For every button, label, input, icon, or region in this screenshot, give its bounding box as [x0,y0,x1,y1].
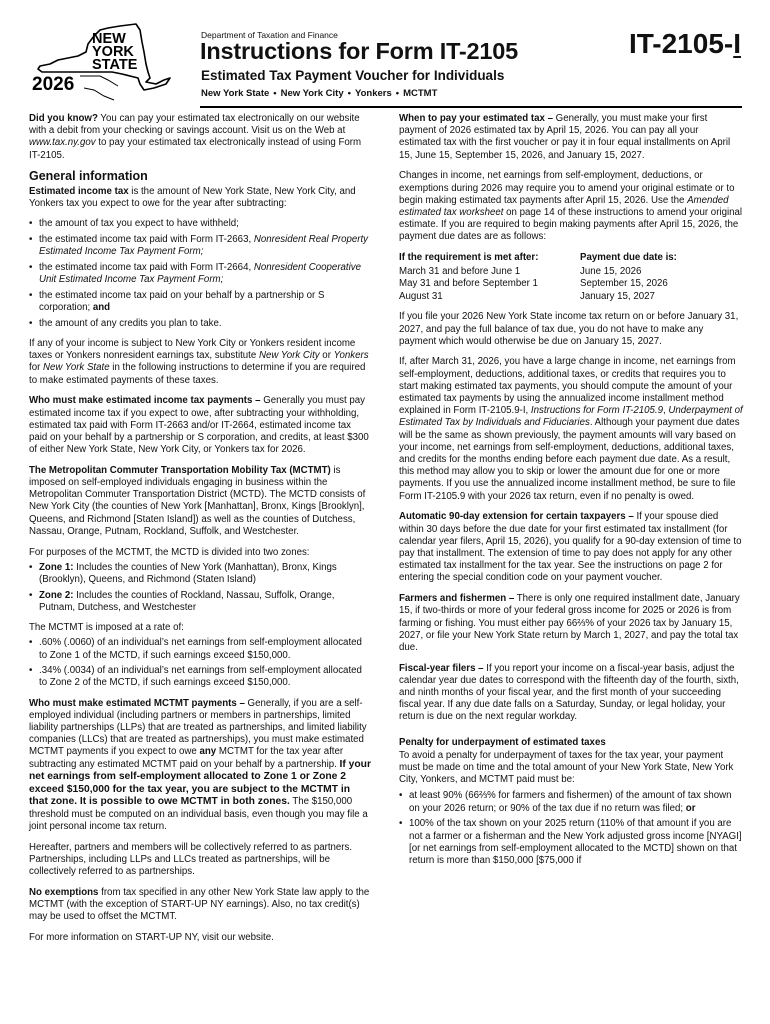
list-item: • at least 90% (66⅔% for farmers and fishermen) of the amount of tax shown on your 2026 return; or 90% of the tax due if no return was filed; or [399,790,743,814]
nys-logo [28,22,188,102]
partners-definition: Hereafter, partners and members will be collectively referred to as partners. Partnerships, including LLPs and LLCs treated as partnerships, will be collectively referred to as partnerships. [29,841,353,878]
list-item: • Zone 1: Includes the counties of New York (Manhattan), Bronx, Kings (Brooklyn), Queens, and Richmond (Staten Island) [29,562,371,586]
mctmt-intro: The Metropolitan Commuter Transportation Mobility Tax (MCTMT) is imposed on self-employed individuals engaging in business within the Metropolitan Commuter Transportation District (MCTD). The MCTD consists of New York City (the counties of New York [Manhattan], Bronx, Kings [Brooklyn], Queens, and Richmond [Staten Island]) as well as the counties of Dutchess, Nassau, Orange, Putnam, Rockland, Suffolk, and Westchester. [29,464,366,537]
rates-list [29,637,371,689]
payment-due-date-table [399,252,677,303]
jurisdiction-nys: New York State [201,88,270,99]
who-must-pay-section: Who must make estimated income tax payments – Generally you must pay estimated income tax if you expect to owe, after subtracting your withholding, estimated tax paid with Form IT-2663 and/or IT-2664, estimated income tax paid on your behalf by a partnership or S corporation, and credits, at least $300 of either New York State, New York City, or Yonkers tax for 2026. [29,395,369,456]
resident-substitution-note: If any of your income is subject to New York City or Yonkers resident income taxes or Yonkers nonresident earnings tax, substitute New York City or Yonkers for New York State in the following instructions to determine if you are required to make estimated payments of these taxes. [29,338,369,386]
table-row: August 31 January 15, 2027 [399,290,655,302]
penalty-heading: Penalty for underpayment of estimated taxes [399,736,606,748]
department-name: Department of Taxation and Finance [201,30,338,40]
table-row: May 31 and before September 1 September 15, 2026 [399,278,668,290]
list-item: • the amount of tax you expect to have withheld; [29,218,371,230]
column-header: If the requirement is met after: [399,252,539,264]
page-subtitle: Estimated Tax Payment Voucher for Individuals [201,68,505,83]
estimated-income-tax-definition: Estimated income tax is the amount of New York State, New York City, and Yonkers tax you expect to owe for the year after subtracting: [29,185,356,209]
bullet-separator: • [347,88,351,99]
fiscal-year-filers-section: Fiscal-year filers – If you report your income on a fiscal-year basis, adjust the calendar year due dates to correspond with the fifteenth day of the fourth, sixth, and ninth months of your fiscal year, and the first month of your succeeding fiscal year. If any due date falls on a Saturday, Sunday, or legal holiday, your return is due on the next regular workday. [399,662,739,723]
startup-ny-note: For more information on START-UP NY, visit our website. [29,932,274,944]
website-link[interactable]: www.tax.ny.gov [29,137,96,149]
automatic-extension-section: Automatic 90-day extension for certain taxpayers – If your spouse died within 30 days before the due date for your first estimated tax installment (for calendar year filers, April 15, 2026), you qualify for a 90-day extension of time to pay that installment. The extension of time to pay does not apply for any other estimated tax installment for the tax year. See the instructions on page 2 for entering the special condition code on your payment voucher. [399,511,742,584]
bullet-separator: • [395,88,400,99]
list-item: • the amount of any credits you plan to take. [29,318,371,330]
form-number-suffix: I [733,28,741,59]
when-to-pay-section: When to pay your estimated tax – Generally, you must make your first payment of 2026 estimated tax by April 15, 2026. You can pay all your estimated tax with the first voucher or pay it in four equal installments on April 15, June 15, September 15, 2026, and January 15, 2027. [399,113,731,161]
penalty-intro: To avoid a penalty for underpayment of taxes for the tax year, your payment must be made on time and the total amount of your New York State, New York City, Yonkers, and MCTMT paid must be: [399,749,734,786]
bullet-separator: • [273,88,277,99]
did-you-know: Did you know? You can pay your estimated tax electronically on our website with a debit from your checking or savings account. Visit us on the Web at www.tax.ny.gov to pay your estimated tax electronically instead of using Form IT-2105. [29,113,362,161]
changes-in-income-note: Changes in income, net earnings from self-employment, deductions, or exemptions during 2026 may require you to amend your original estimate or to begin making estimated tax payments after April 15, 2026. Use the Amended estimated tax worksheet on page 14 of these instructions to amend your original estimate. If you are required to begin making payments after April 15, 2026, the payment due dates are as follows: [399,170,743,243]
jurisdiction-list [201,88,437,99]
list-item: • 100% of the tax shown on your 2025 return (110% of that amount if you are not a farmer or a fisherman and the New York adjusted gross income [NYAGI] [or net earnings from self-employment allocated to the MCTD] shown on that return is more than $150,000 [$75,000 if [399,818,743,867]
subtractions-list [29,218,371,330]
list-item: • Zone 2: Includes the counties of Rockland, Nassau, Suffolk, Orange, Putnam, Dutchess, and Westchester [29,590,371,614]
zones-intro: For purposes of the MCTMT, the MCTD is divided into two zones: [29,546,310,558]
no-exemptions-note: No exemptions from tax specified in any other New York State law apply to the MCTMT (with the exception of START-UP NY earnings). Also, no tax credit(s) may be used to offset the MCTMT. [29,887,370,923]
list-item: • the estimated income tax paid with Form IT-2664, Nonresident Cooperative Unit Estimated Income Tax Payment Form; [29,262,371,286]
page-title: Instructions for Form IT-2105 [200,38,519,64]
zones-list [29,562,371,614]
form-number: IT-2105-I [628,28,741,59]
penalty-conditions-list [399,790,743,867]
table-row: March 31 and before June 1 June 15, 2026 [399,266,642,278]
annualized-method-note: If, after March 31, 2026, you have a large change in income, net earnings from self-employment, deductions, additional taxes, or credits that requires you to start making estimated tax payments, you should compute the amount of your estimated tax payments by using the annualized income installment method explained in Form IT-2105.9-I, Instructions for Form IT-2105.9, Underpayment of Estimated Tax by Individuals and Fiduciaries. Although your payment due dates will be the same as shown previously, the payment amounts will vary based on your income, net earnings from self-employment, deductions, additional taxes, and credits for the months ending before each payment due date. As a result, this method may allow you to skip or lower the amount due for one or more payments. If you use the annualized income installment method, be sure to file Form IT-2105.9 with your 2026 tax return, even if no penalty is owed. [399,356,743,502]
rate-intro: The MCTMT is imposed at a rate of: [29,622,184,634]
who-must-pay-mctmt-section: Who must make estimated MCTMT payments – Generally, if you are a self-employed individual (including partners or members in partnerships, limited liability partnerships (LLPs) that are treated as partnerships, and limited liability companies (LLCs) that are treated as partnerships), you must make estimated MCTMT payments if you expect to owe any MCTMT for the tax year after subtracting any estimated MCTMT paid on your behalf by a partnership. If your net earnings from self-employment allocated to Zone 1 or Zone 2 exceed $150,000 for the tax year, you are subject to the MCTMT in that zone. It is possible to owe MCTMT in both zones. The $150,000 threshold must be computed on an individual basis, even though you may file a joint personal income tax return. [29,697,371,833]
jurisdiction-yonkers: Yonkers [354,88,392,99]
left-column [29,113,371,953]
logo-year: 2026 [32,74,75,95]
right-column [399,113,743,875]
general-information-heading: General information [29,169,148,184]
list-item: • .60% (.0060) of an individual’s net earnings from self-employment allocated to Zone 1 of the MCTD, if such earnings exceed $150,000. [29,637,371,661]
table-header-row [399,252,677,266]
farmers-fishermen-section: Farmers and fishermen – There is only one required installment date, January 15, if two-thirds or more of your federal gross income for 2025 or 2026 is from farming or fishing. You must either pay 66⅔% of your 2026 tax by January 15, 2027, or file your New York State return by March 1, 2027, and pay the total tax due. [399,593,740,653]
list-item: • .34% (.0034) of an individual’s net earnings from self-employment allocated to Zone 2 of the MCTD, if such earnings exceed $150,000. [29,665,371,689]
list-item: • the estimated income tax paid with Form IT-2663, Nonresident Real Property Estimated Income Tax Payment Form; [29,234,371,258]
file-by-january-note: If you file your 2026 New York State income tax return on or before January 31, 2027, and pay the full balance of tax due, you do not have to make any payment which would otherwise be due on January 15, 2027. [399,311,739,347]
header-divider [200,106,742,108]
logo-wordmark: NEW YORK STATE [92,31,138,73]
jurisdiction-mctmt: MCTMT [403,88,438,99]
list-item: • the estimated income tax paid on your behalf by a partnership or S corporation; and [29,290,371,314]
jurisdiction-nyc: New York City [280,88,344,99]
column-header: Payment due date is: [580,252,677,264]
